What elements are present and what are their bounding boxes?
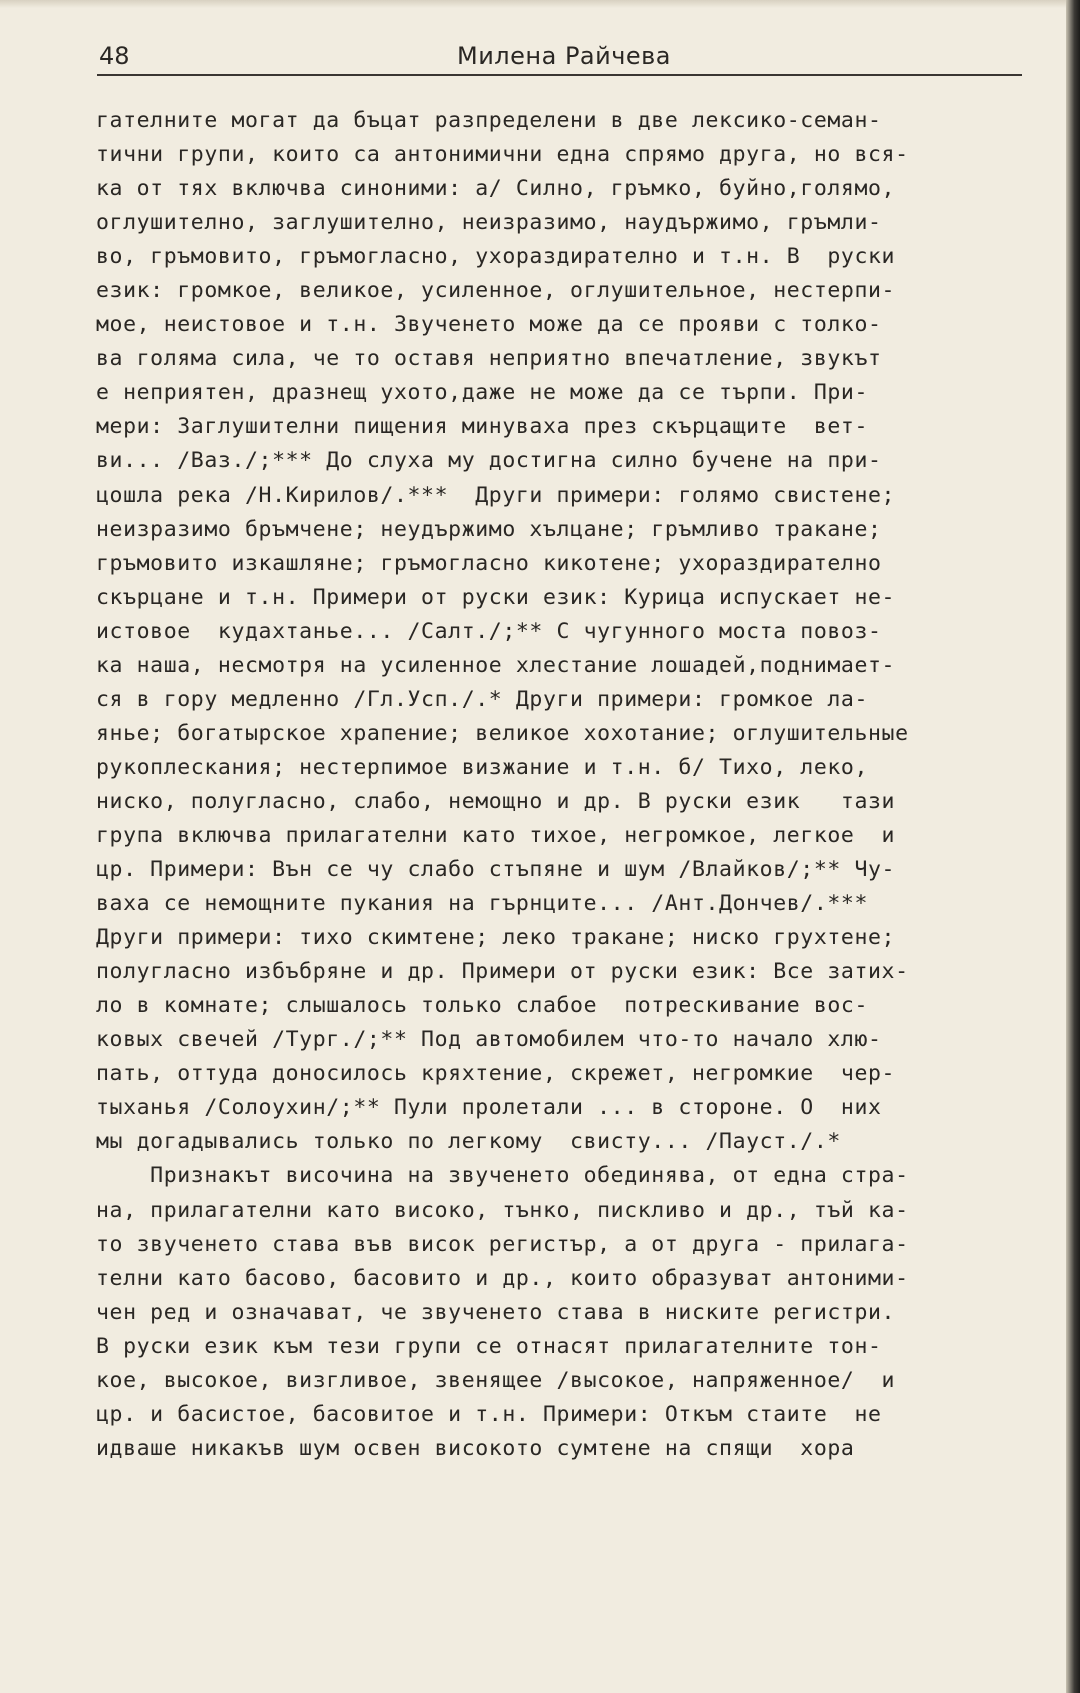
text-line: тични групи, които са антонимични една спрямо друга, но вся-	[96, 142, 909, 168]
text-line: чен ред и означават, че звученето става в ниските регистри.	[96, 1299, 896, 1325]
text-line: кое, высокое, визгливое, звенящее /высокое, напряженное/ и	[96, 1367, 896, 1393]
text-line: език: громкое, великое, усиленное, оглушительное, нестерпи-	[96, 278, 896, 304]
text-line: то звученето става във висок регистър, а от друга - прилага-	[96, 1231, 909, 1257]
book-spine-shadow	[1066, 0, 1080, 1693]
text-line: мери: Заглушителни пищения минуваха през скърцащите вет-	[96, 414, 869, 440]
text-line: неизразимо бръмчене; неудържимо хълцане; гръмливо тракане;	[96, 516, 882, 542]
page-number: 48	[99, 42, 130, 70]
text-line: пать, оттуда доносилось кряхтение, скрежет, негромкие чер-	[96, 1061, 896, 1087]
text-line: ваха се немощните пукания на гърнците... /Ант.Дончев/.***	[96, 891, 869, 917]
text-line: цр. и басистое, басовитое и т.н. Примери: Откъм стаите не	[96, 1401, 882, 1427]
text-line: мое, неистовое и т.н. Звученето може да се прояви с толко-	[96, 312, 882, 338]
text-line: гателните могат да бъцат разпределени в две лексико-семан-	[96, 108, 882, 133]
text-line: цр. Примери: Вън се чу слабо стъпяне и шум /Влайков/;** Чу-	[96, 857, 896, 883]
text-line: група включва прилагателни като тихое, негромкое, легкое и	[96, 822, 896, 848]
page-header	[97, 38, 1022, 76]
text-line: мы догадывались только по легкому свисту... /Пауст./.*	[96, 1129, 841, 1155]
text-line: ся в гору медленно /Гл.Усп./.* Други примери: громкое ла-	[96, 686, 869, 712]
running-title: Милена Райчева	[457, 42, 672, 70]
text-line: Други примери: тихо скимтене; леко тракане; ниско грухтене;	[96, 925, 896, 951]
text-line: ковых свечей /Тург./;** Под автомобилем что-то начало хлю-	[96, 1027, 882, 1053]
text-line: телни като басово, басовито и др., които образуват антоними-	[96, 1265, 909, 1291]
text-line: ниско, полугласно, слабо, немощно и др. В руски език тази	[96, 788, 896, 814]
text-line: гръмовито изкашляне; гръмогласно кикотене; ухораздирателно	[96, 550, 882, 576]
text-line: ка от тях включва синоними: а/ Силно, гръмко, буйно,голямо,	[96, 176, 896, 202]
text-line: ка наша, несмотря на усиленное хлестание лошадей,поднимает-	[96, 652, 896, 678]
body-text	[96, 104, 1036, 1466]
text-line: тыханья /Солоухин/;** Пули пролетали ... в стороне. О них	[96, 1095, 882, 1121]
text-line: скърцане и т.н. Примери от руски език: Курица испускает не-	[96, 584, 896, 610]
text-line: Признакът височина на звученето обединява, от една стра-	[96, 1163, 909, 1189]
text-line: оглушително, заглушително, неизразимо, наудържимо, гръмли-	[96, 210, 882, 236]
text-line: ва голяма сила, че то оставя неприятно впечатление, звукът	[96, 346, 882, 372]
text-line: В руски език към тези групи се отнасят прилагателните тон-	[96, 1333, 882, 1359]
text-line: е неприятен, дразнещ ухото,даже не може да се търпи. При-	[96, 380, 869, 406]
text-line: рукоплескания; нестерпимое визжание и т.н. б/ Тихо, леко,	[96, 754, 869, 780]
text-line: ви... /Ваз./;*** До слуха му достигна силно бучене на при-	[96, 448, 882, 474]
text-line: полугласно избъбряне и др. Примери от руски език: Все затих-	[96, 959, 909, 985]
text-line: ло в комнате; слышалось только слабое потрескивание вос-	[96, 993, 869, 1019]
text-line: во, гръмовито, гръмогласно, ухораздирателно и т.н. В руски	[96, 244, 896, 270]
page-top-shadow	[0, 0, 1080, 8]
text-line: истовое кудахтанье... /Салт./;** С чугунного моста повоз-	[96, 618, 882, 644]
text-line: цошла река /Н.Кирилов/.*** Други примери: голямо свистене;	[96, 482, 896, 508]
text-line: на, прилагателни като високо, тънко, пискливо и др., тъй ка-	[96, 1197, 909, 1223]
text-line: янье; богатырское храпение; великое хохотание; оглушительные	[96, 720, 909, 746]
text-line: идваше никакъв шум освен високото сумтене на спящи хора	[96, 1435, 855, 1461]
